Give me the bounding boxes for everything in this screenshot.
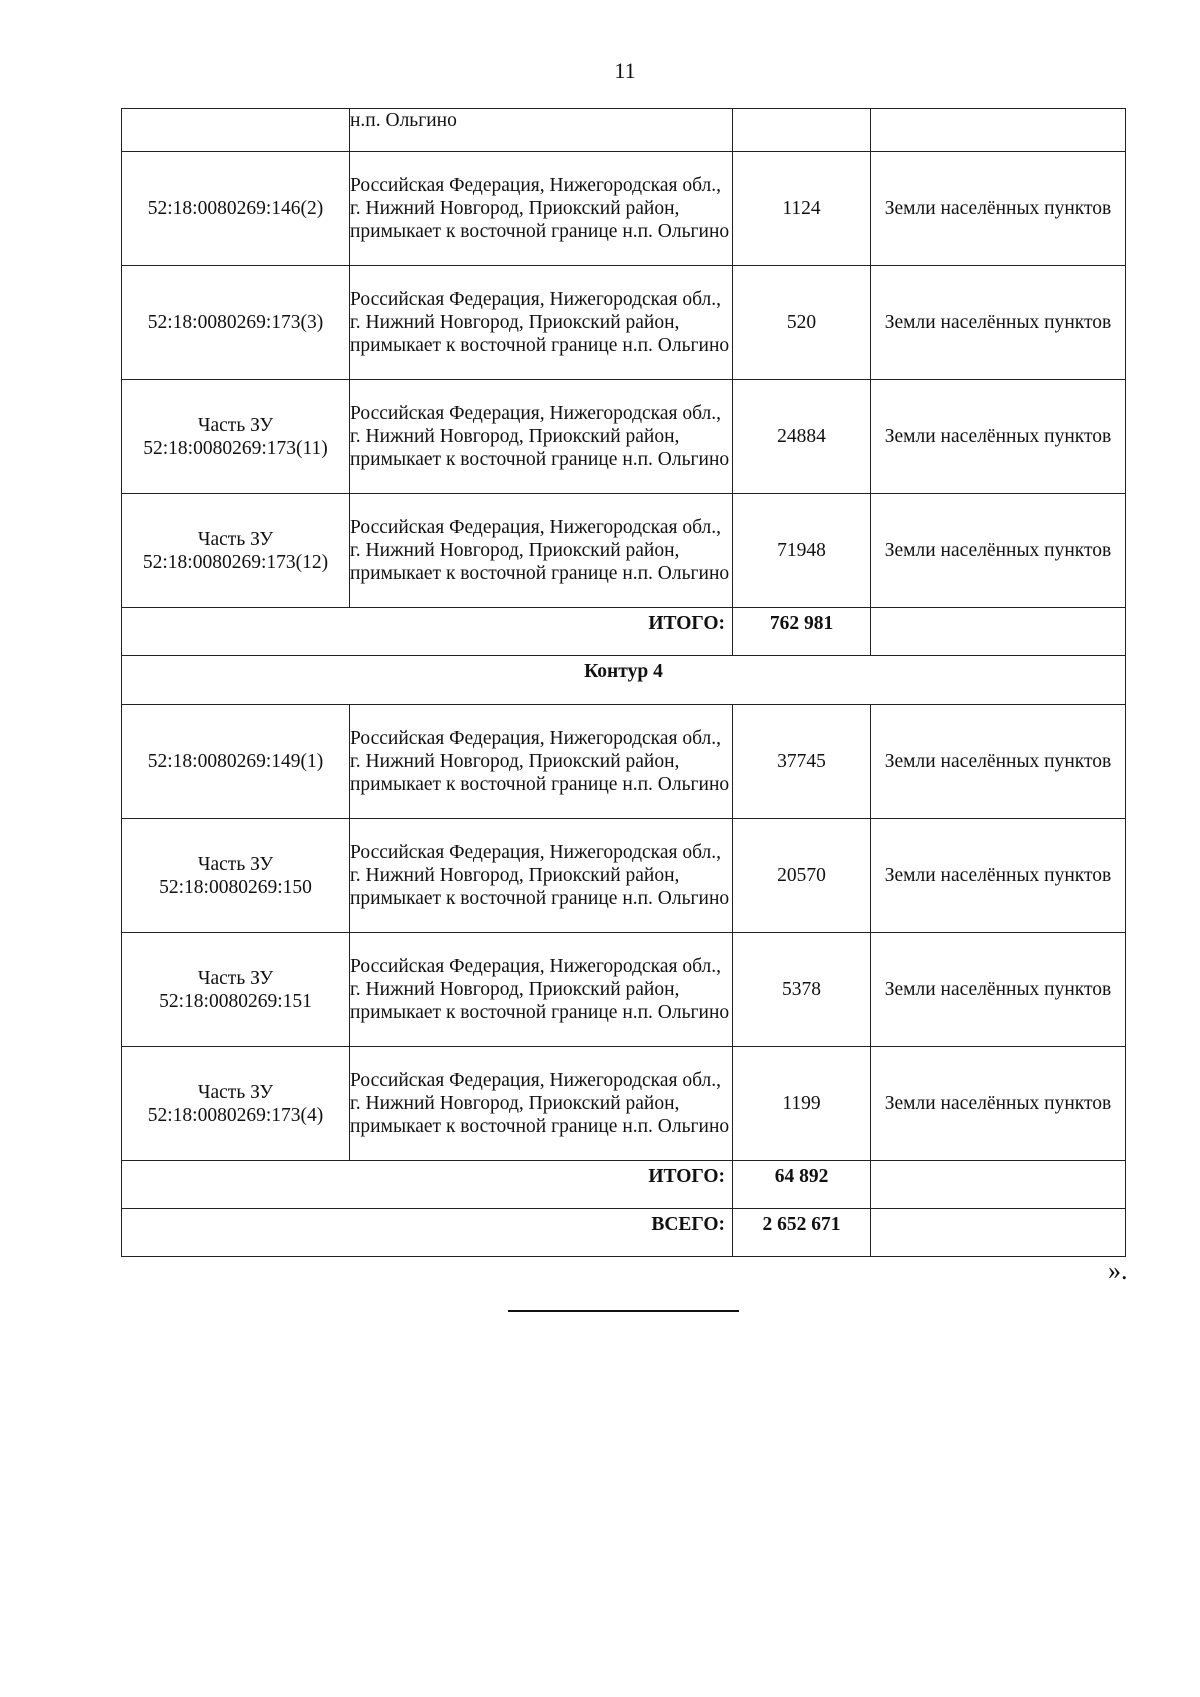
table-row-continuation [122, 109, 1126, 152]
table-row [122, 380, 1126, 494]
area-cell: 20570 [733, 819, 871, 933]
cadastral-number-cell: 52:18:0080269:146(2) [122, 152, 350, 266]
grand-total-row [122, 1209, 1126, 1257]
table-row [122, 266, 1126, 380]
area-cell: 5378 [733, 933, 871, 1047]
area-cell: 71948 [733, 494, 871, 608]
bottom-separator-line [508, 1310, 739, 1312]
address-cell: Российская Федерация, Нижегородская обл., г. Нижний Новгород, Приокский район, примыкает к восточной границе н.п. Ольгино [350, 266, 733, 380]
area-cell: 1199 [733, 1047, 871, 1161]
table-row [122, 152, 1126, 266]
total-label: ВСЕГО: [122, 1209, 733, 1257]
total-label: ИТОГО: [122, 608, 733, 656]
empty-cell [871, 1161, 1126, 1209]
land-plots-table [121, 108, 1126, 1257]
subtotal-row [122, 608, 1126, 656]
cadastral-number-cell [122, 109, 350, 152]
land-category-cell: Земли населённых пунктов [871, 152, 1126, 266]
total-value: 2 652 671 [733, 1209, 871, 1257]
area-cell [733, 109, 871, 152]
address-cell: Российская Федерация, Нижегородская обл., г. Нижний Новгород, Приокский район, примыкает к восточной границе н.п. Ольгино [350, 152, 733, 266]
area-cell: 520 [733, 266, 871, 380]
land-category-cell: Земли населённых пунктов [871, 1047, 1126, 1161]
address-cell: Российская Федерация, Нижегородская обл., г. Нижний Новгород, Приокский район, примыкает к восточной границе н.п. Ольгино [350, 494, 733, 608]
land-category-cell: Земли населённых пунктов [871, 494, 1126, 608]
land-category-cell: Земли населённых пунктов [871, 380, 1126, 494]
cadastral-number-cell: Часть ЗУ 52:18:0080269:173(12) [122, 494, 350, 608]
table-row [122, 705, 1126, 819]
table-row [122, 1047, 1126, 1161]
cadastral-number-cell: Часть ЗУ 52:18:0080269:173(11) [122, 380, 350, 494]
cadastral-number-cell: 52:18:0080269:173(3) [122, 266, 350, 380]
empty-cell [871, 1209, 1126, 1257]
address-cell: Российская Федерация, Нижегородская обл., г. Нижний Новгород, Приокский район, примыкает к восточной границе н.п. Ольгино [350, 705, 733, 819]
table-row [122, 494, 1126, 608]
total-label: ИТОГО: [122, 1161, 733, 1209]
land-category-cell: Земли населённых пунктов [871, 819, 1126, 933]
address-cell: н.п. Ольгино [350, 109, 733, 152]
page-number: 11 [614, 58, 636, 83]
land-category-cell: Земли населённых пунктов [871, 705, 1126, 819]
cadastral-number-cell: Часть ЗУ 52:18:0080269:173(4) [122, 1047, 350, 1161]
address-cell: Российская Федерация, Нижегородская обл., г. Нижний Новгород, Приокский район, примыкает к восточной границе н.п. Ольгино [350, 933, 733, 1047]
address-cell: Российская Федерация, Нижегородская обл., г. Нижний Новгород, Приокский район, примыкает к восточной границе н.п. Ольгино [350, 819, 733, 933]
empty-cell [871, 608, 1126, 656]
land-category-cell [871, 109, 1126, 152]
table-row [122, 819, 1126, 933]
cadastral-number-cell: 52:18:0080269:149(1) [122, 705, 350, 819]
area-cell: 1124 [733, 152, 871, 266]
total-value: 762 981 [733, 608, 871, 656]
land-category-cell: Земли населённых пунктов [871, 933, 1126, 1047]
cadastral-number-cell: Часть ЗУ 52:18:0080269:151 [122, 933, 350, 1047]
address-cell: Российская Федерация, Нижегородская обл., г. Нижний Новгород, Приокский район, примыкает к восточной границе н.п. Ольгино [350, 380, 733, 494]
closing-quote-mark: ». [1108, 1256, 1128, 1285]
table-row [122, 933, 1126, 1047]
land-category-cell: Земли населённых пунктов [871, 266, 1126, 380]
area-cell: 24884 [733, 380, 871, 494]
cadastral-number-cell: Часть ЗУ 52:18:0080269:150 [122, 819, 350, 933]
subtotal-row [122, 1161, 1126, 1209]
area-cell: 37745 [733, 705, 871, 819]
section-title: Контур 4 [122, 656, 1126, 705]
section-header-row [122, 656, 1126, 705]
total-value: 64 892 [733, 1161, 871, 1209]
address-cell: Российская Федерация, Нижегородская обл., г. Нижний Новгород, Приокский район, примыкает к восточной границе н.п. Ольгино [350, 1047, 733, 1161]
